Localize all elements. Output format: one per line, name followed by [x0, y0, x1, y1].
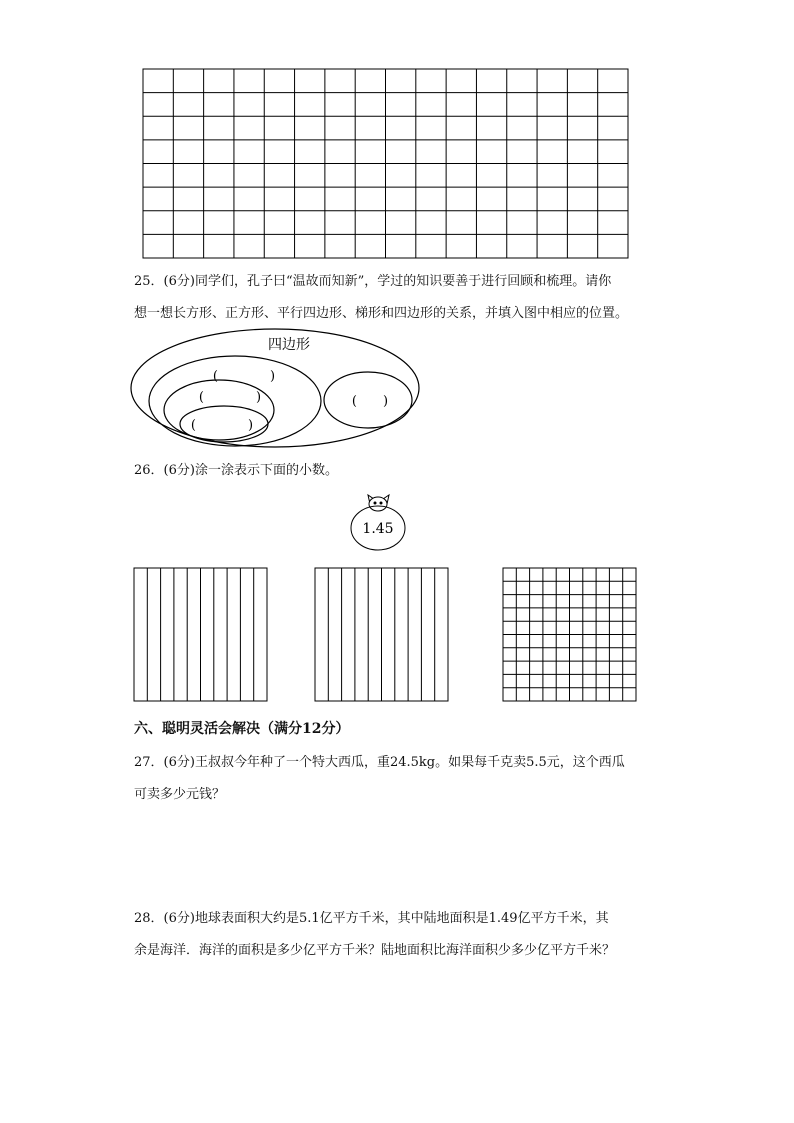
question-28-line-1: 28．(6分)地球表面积大约是5.1亿平方千米，其中陆地面积是1.49亿平方千米，其 [134, 911, 609, 926]
tenths-square-2[interactable] [315, 568, 448, 701]
question-26-line-1: 26．(6分)涂一涂表示下面的小数。 [134, 463, 338, 478]
trapezoid-answer-slot[interactable]: ( ) [351, 394, 389, 409]
question-27-line-2: 可卖多少元钱？ [134, 787, 226, 802]
question-27-line-1: 27．(6分)王叔叔今年种了一个特大西瓜，重24.5kg。如果每千克卖5.5元，这个西瓜 [134, 755, 625, 770]
section-6-title: 六、聪明灵活会解决（满分12分） [134, 721, 350, 737]
quadrilateral-venn-diagram [0, 325, 794, 455]
cat-icon [368, 495, 389, 511]
question-28-line-2: 余是海洋．海洋的面积是多少亿平方千米？陆地面积比海洋面积少多少亿平方千米？ [134, 943, 616, 958]
rectangle-answer-slot[interactable]: ( ) [198, 390, 262, 405]
hundredths-grid[interactable] [503, 568, 636, 701]
decimal-coloring-figures [0, 488, 794, 708]
parallelogram-answer-slot[interactable]: ( ) [212, 369, 276, 384]
question-25-line-2: 想一想长方形、正方形、平行四边形、梯形和四边形的关系，并填入图中相应的位置。 [134, 306, 629, 321]
answer-grid [0, 0, 794, 270]
question-25-line-1: 25．(6分)同学们，孔子曰“温故而知新”，学过的知识要善于进行回顾和梳理。请你 [134, 274, 612, 289]
quadrilateral-label: 四边形 [268, 337, 310, 353]
decimal-value: 1.45 [362, 521, 394, 537]
tenths-square-1[interactable] [134, 568, 267, 701]
square-answer-slot[interactable]: ( ) [190, 418, 254, 433]
